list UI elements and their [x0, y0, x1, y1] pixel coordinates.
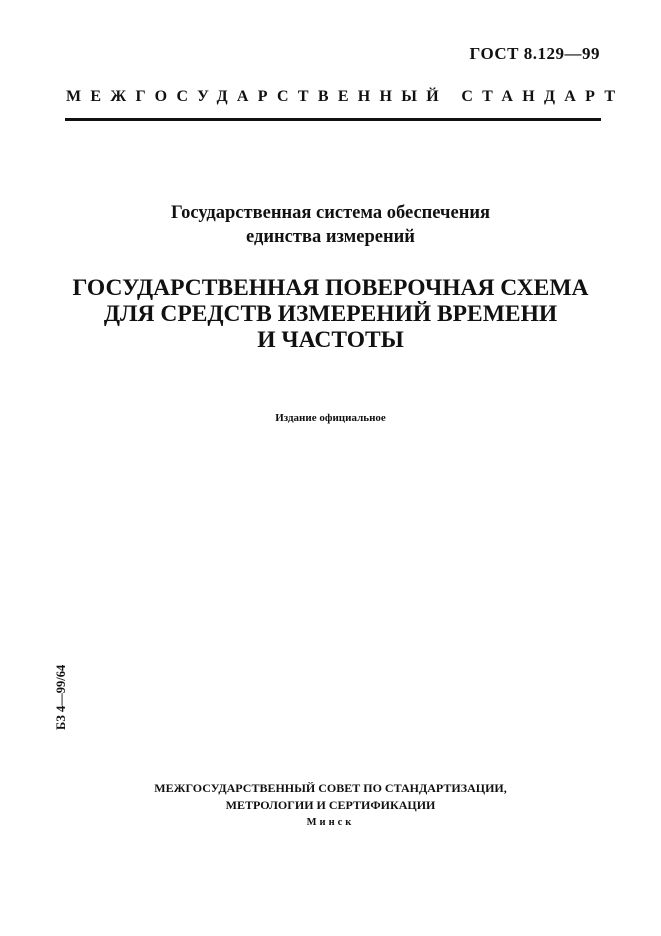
publisher-block [0, 780, 661, 831]
standard-type-heading: МЕЖГОСУДАРСТВЕННЫЙ СТАНДАРТ [66, 88, 625, 105]
series-title [0, 201, 661, 249]
edition-label: Издание официальное [275, 412, 386, 424]
header-divider [65, 118, 601, 121]
document-code: ГОСТ 8.129—99 [469, 44, 600, 63]
main-title-line: ГОСУДАРСТВЕННАЯ ПОВЕРОЧНАЯ СХЕМА [72, 275, 589, 301]
main-title-line: И ЧАСТОТЫ [257, 327, 404, 353]
series-title-line: единства измерений [246, 227, 415, 247]
publisher-line: МЕТРОЛОГИИ И СЕРТИФИКАЦИИ [225, 798, 436, 812]
main-title [0, 275, 661, 353]
series-title-line: Государственная система обеспечения [170, 203, 491, 223]
main-title-line: ДЛЯ СРЕДСТВ ИЗМЕРЕНИЙ ВРЕМЕНИ [103, 301, 558, 327]
publisher-line: МЕЖГОСУДАРСТВЕННЫЙ СОВЕТ ПО СТАНДАРТИЗАЦИИ, [154, 781, 507, 795]
side-catalog-note: БЗ 4—99/64 [54, 664, 68, 730]
publisher-city: Минск [306, 817, 355, 828]
